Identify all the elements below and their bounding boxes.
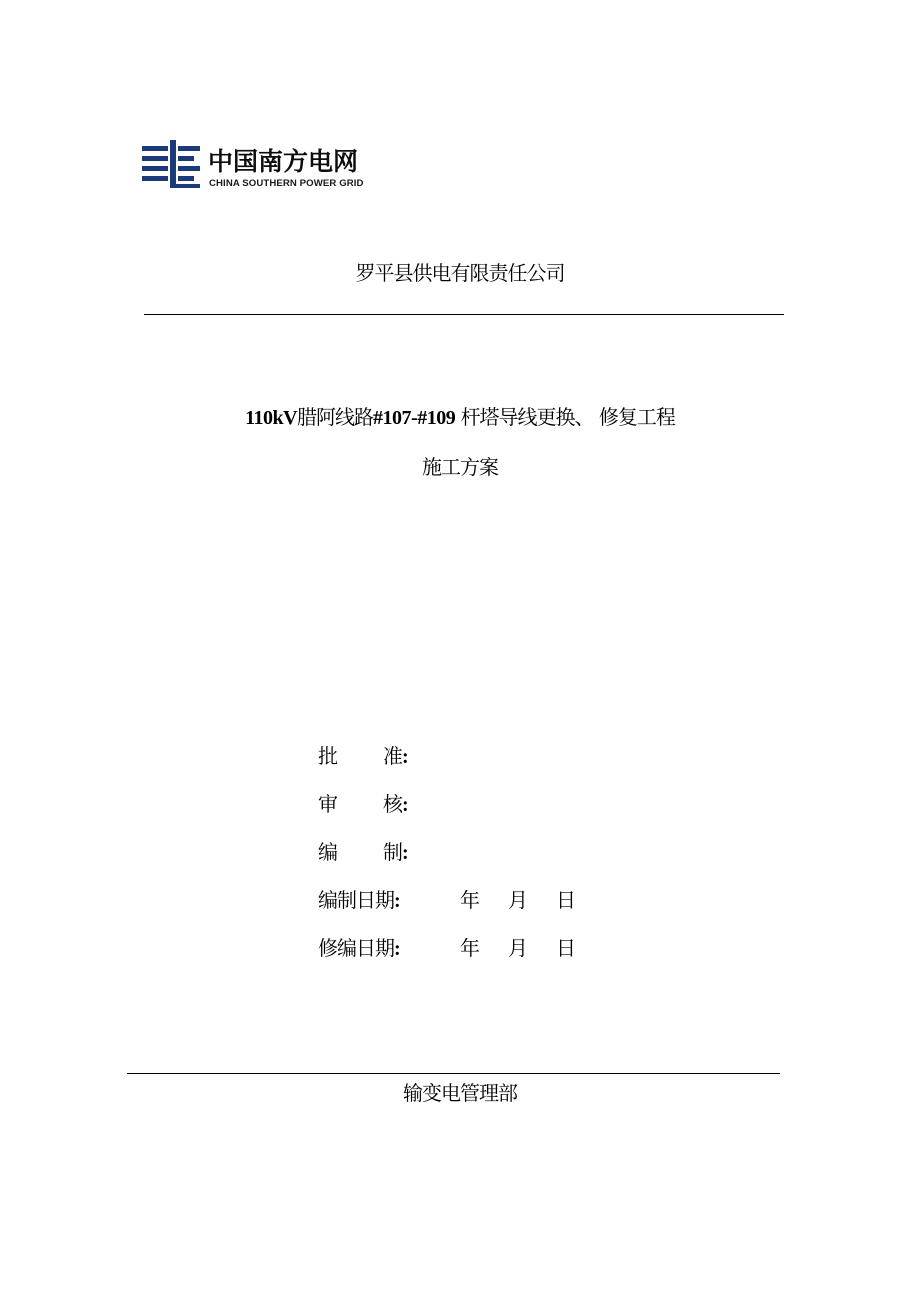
revise-date-field	[318, 932, 678, 964]
compile-field: 编 制:	[318, 840, 408, 864]
logo-name-en: CHINA SOUTHERN POWER GRID	[209, 178, 364, 189]
compile-date-year: 年	[460, 888, 480, 912]
title-tower-range: #107-#109	[373, 407, 456, 429]
company-name: 罗平县供电有限责任公司	[355, 261, 565, 285]
revise-date-label: 修编日期:	[318, 936, 400, 960]
document-subtitle: 施工方案	[422, 455, 498, 479]
title-line-name: 腊阿线路	[297, 405, 374, 429]
compile-date-month: 月	[508, 888, 528, 912]
revise-date-month: 月	[508, 936, 528, 960]
department-name: 输变电管理部	[403, 1081, 517, 1105]
project-title	[0, 402, 920, 433]
compile-date-day: 日	[556, 888, 576, 912]
company-logo	[142, 140, 392, 194]
revise-date-year: 年	[460, 936, 480, 960]
review-field: 审 核:	[318, 792, 408, 816]
revise-date-day: 日	[556, 936, 576, 960]
bottom-divider	[127, 1073, 780, 1074]
logo-name-cn: 中国南方电网	[208, 147, 359, 176]
approve-field: 批 准:	[318, 744, 408, 768]
compile-date-field	[318, 884, 678, 916]
compile-date-label: 编制日期:	[318, 888, 400, 912]
top-divider	[144, 314, 784, 315]
power-grid-logo-icon	[142, 140, 204, 192]
title-voltage: 110kV	[245, 407, 298, 429]
title-work-description: 杆塔导线更换、 修复工程	[460, 405, 675, 429]
